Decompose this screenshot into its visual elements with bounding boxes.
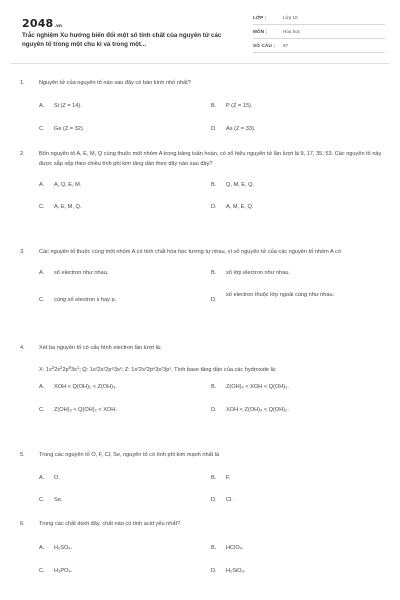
electron-config-text: X: $1s^22s^22p^63s^1$; Q: 1s²2s²2p⁶3s²; Z: 1s²2s²2p⁶3s²3p¹. Tính base tăng dần của các hydroxide là: [39,364,277,373]
meta-count-value: 87 [283,43,289,48]
question-text: Xét ba nguyên tố có cấu hình electron lần lượt là: [39,345,162,351]
question-number: 5. [20,452,25,458]
question-5 [20,451,385,503]
option-b[interactable]: B. P (Z = 15). [211,102,253,109]
question-stem [20,79,385,89]
option-b[interactable]: B. Z(OH)₃ < XOH < Q(OH)₂. [211,384,289,390]
option-a[interactable]: A. O. [39,474,60,481]
meta-class [253,14,385,25]
page-header [0,0,400,64]
question-text: Các nguyên tố thuộc cùng một nhóm A có tính chất hóa học tương tự nhau, vì vỏ nguyên tử của các nguyên tố nhóm A có [39,249,341,255]
option-d[interactable]: D.số electron thuộc lớp ngoài cùng như nhau. [211,291,335,303]
page-title: Trắc nghiệm Xu hướng biến đổi một số tính chất của nguyên tử các nguyên tố trong một chu kì và trong một... [22,32,222,48]
question-3 [20,248,385,303]
question-6 [20,520,385,574]
question-number: 4. [20,345,25,351]
question-number: 3. [20,249,25,255]
option-a[interactable]: A. XOH < Q(OH)₂ < Z(OH)₃. [39,384,117,390]
option-d[interactable]: D. H₂SiO₃. [211,567,246,574]
question-2 [20,150,385,210]
question-4 [20,344,385,413]
question-text: Trong các nguyên tố O, F, Cl, Se, nguyên tố có tính phi kim mạnh nhất là [39,452,220,458]
question-stem [20,150,385,169]
header-divider [10,63,390,64]
meta-subject [253,28,385,39]
question-text: Bốn nguyên tố A, E, M, Q cùng thuộc một nhóm A trong bảng tuần hoàn, có số hiệu nguyên tử lần lượt là 9, 17, 35, 53. Các nguyên tố này được sắp xếp theo chiều tính phi kim tăng dần theo dãy nào sau đây? [39,151,382,167]
meta-class-label: LỚP : [253,15,267,20]
option-b[interactable]: B. HClO₄. [211,544,244,551]
question-stem [20,451,385,461]
question-1 [20,79,385,132]
option-b[interactable]: B. số lớp electron như nhau. [211,269,291,276]
question-stem [20,520,385,530]
option-c[interactable]: C. cùng số electron s hay p. [39,296,117,303]
question-text: Trong các chất dưới đây, chất nào có tính acid yếu nhất? [39,521,181,527]
question-number: 2. [20,151,25,157]
option-a[interactable]: A. Si (Z = 14). [39,102,82,109]
meta-class-value: Lớp 10 [283,15,298,20]
option-d[interactable]: D. A, M, E, Q. [211,204,254,210]
question-stem [20,248,385,258]
option-b[interactable]: B. F. [211,474,231,481]
meta-count-label: SỐ CÂU : [253,43,276,48]
electron-config [20,363,385,376]
meta-subject-value: Hóa học [283,29,301,34]
option-c[interactable]: C. Se. [39,496,63,503]
question-stem [20,344,385,354]
meta-subject-label: MÔN : [253,29,268,34]
option-c[interactable]: C. A, E, M, Q. [39,204,82,210]
site-logo[interactable]: 2048.vn [22,17,62,30]
option-d[interactable]: D. XOH < Z(OH)₃ < Q(OH)₂. [211,407,289,413]
option-c[interactable]: C. Ge (Z = 32). [39,125,85,132]
option-a[interactable]: A. A, Q, E, M. [39,182,82,188]
question-text: Nguyên tử của nguyên tố nào sau đây có bán kính nhỏ nhất? [39,80,191,86]
option-c[interactable]: C. H₃PO₄. [39,567,73,574]
question-number: 1. [20,80,25,86]
option-c[interactable]: C. Z(OH)₃ < Q(OH)₂ < XOH. [39,407,117,413]
question-number: 6. [20,521,25,527]
meta-count [253,42,385,53]
option-d[interactable]: D. As (Z = 33). [211,125,256,132]
option-d[interactable]: D. Cl. [211,496,233,503]
option-a[interactable]: A. H₂SO₄. [39,544,73,551]
option-b[interactable]: B. Q, M, E, Q. [211,182,254,188]
option-a[interactable]: A. số electron như nhau. [39,269,109,276]
